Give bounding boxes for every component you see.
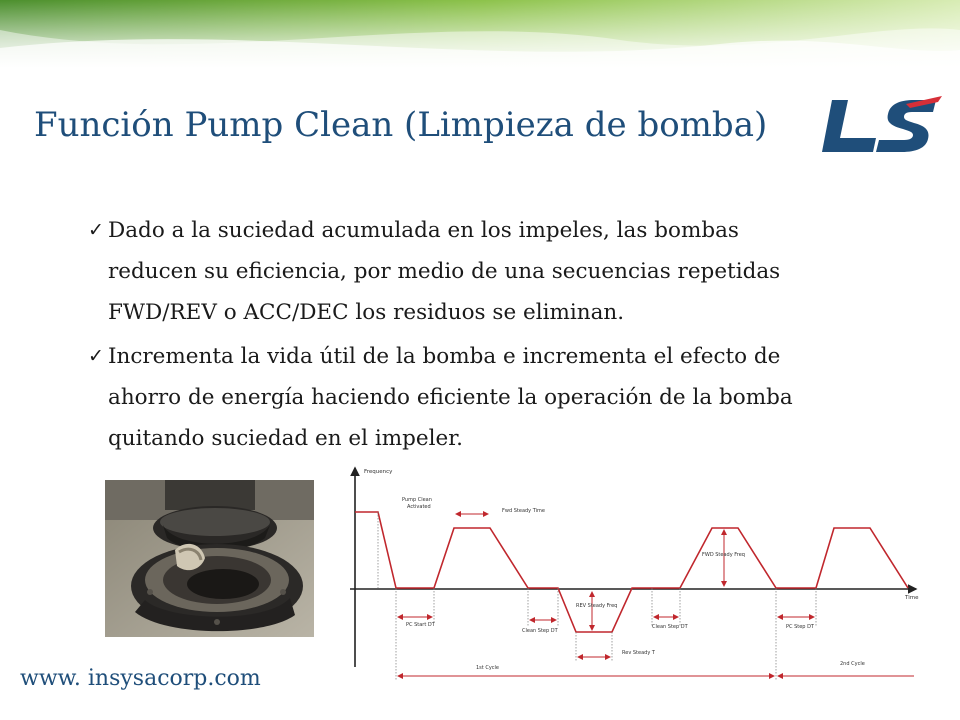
website-url: www. insysacorp.com [20,666,261,691]
label-clean-step-dt-1: Clean Step DT [522,628,558,634]
ls-logo [818,96,942,158]
label-1st-cycle: 1st Cycle [476,665,500,671]
diagram-labels [402,497,865,671]
label-pump-clean-activated: Pump Clean [402,497,432,503]
label-rev-steady-freq: REV Steady Freq [576,603,618,609]
bullet-text: Dado a la suciedad acumulada en los impeles, las bombas reducen su eficiencia, por medio de una secuencias repetidas FWD/REV o ACC/DEC los residuos se eliminan. [108,218,781,325]
bullet-text: Incrementa la vida útil de la bomba e incrementa el efecto de ahorro de energía haciendo eficiente la operación de la bomba quitando suciedad en el impeler. [108,344,793,451]
checkmark-icon: ✓ [88,345,104,367]
pump-clean-timing-diagram [340,462,920,690]
bullet-item [88,210,808,333]
label-clean-step-dt-2: Clean Step DT [652,624,688,630]
label-pc-step-dt: PC Step DT [786,624,814,630]
checkmark-icon: ✓ [88,219,104,241]
label-pump-clean-activated-2: Activated [407,504,431,510]
label-fwd-steady-time: Fwd Steady Time [502,508,545,514]
header-decoration [0,0,960,68]
pump-impeller-photo [105,480,314,637]
label-pc-start-dt: PC Start DT [406,622,435,628]
dimension-arrows [398,514,914,676]
label-fwd-steady-freq: FWD Steady Freq [702,552,745,558]
x-axis-label: Time [905,595,919,601]
frequency-waveform [355,512,908,632]
y-axis-label: Frequency [364,469,393,475]
guide-lines [378,512,816,680]
bullet-list [88,210,808,459]
label-2nd-cycle: 2nd Cycle [840,661,865,667]
bullet-item [88,336,808,459]
slide-title: Función Pump Clean (Limpieza de bomba) [34,105,768,145]
label-rev-steady-t: Rev Steady T [622,650,655,656]
